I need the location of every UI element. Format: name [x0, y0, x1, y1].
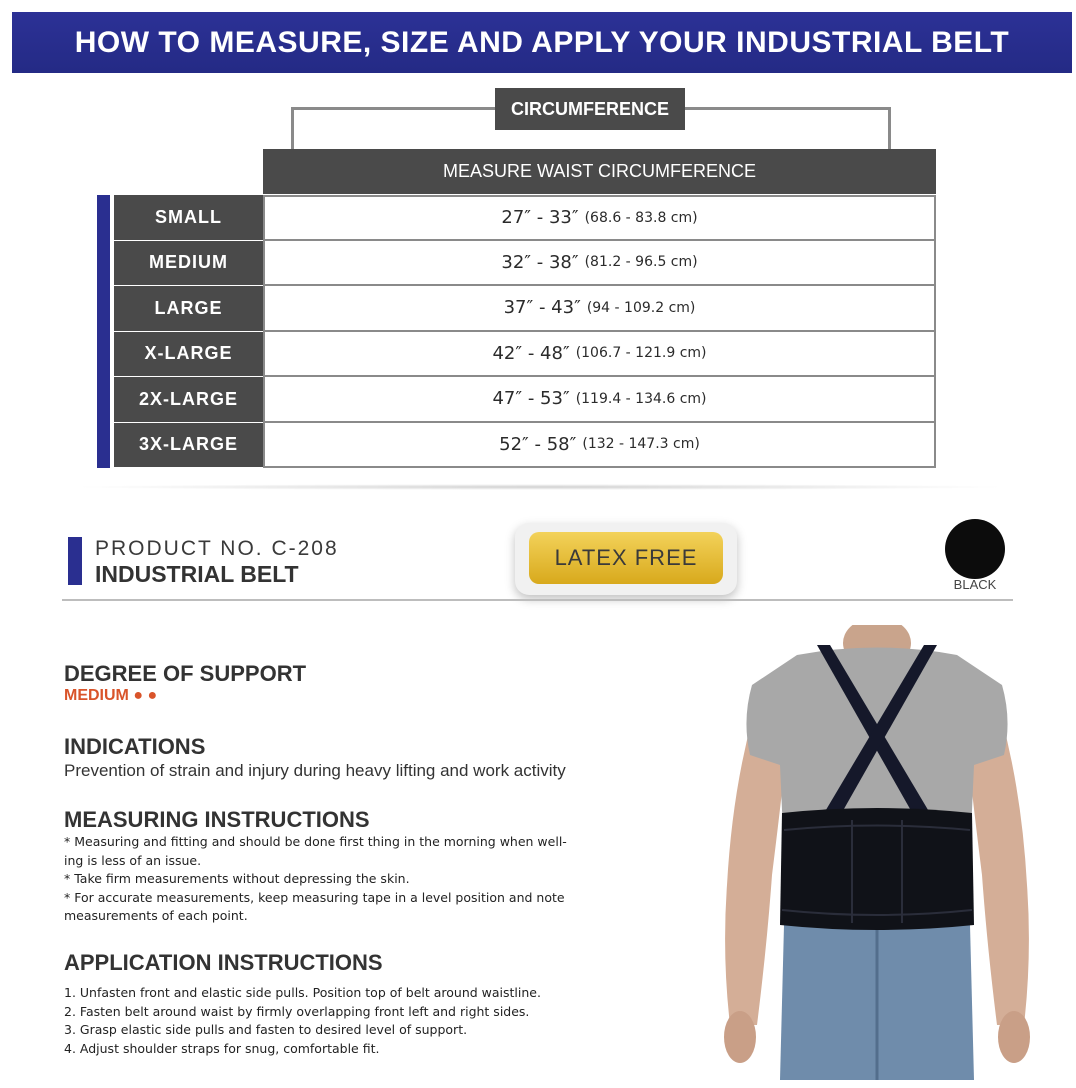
cm-range: (94 - 109.2 cm)	[586, 299, 696, 316]
size-row	[97, 423, 937, 469]
product-number: PRODUCT NO. C-208	[95, 537, 339, 560]
support-heading: DEGREE OF SUPPORT	[64, 661, 307, 686]
inches-range: 52″ - 58″	[499, 433, 577, 455]
size-name: SMALL	[114, 195, 263, 241]
list-item: * Measuring and fitting and should be done first thing in the morning when well-	[64, 834, 567, 849]
size-row	[97, 195, 937, 241]
row-marker	[97, 195, 110, 241]
inches-range: 42″ - 48″	[492, 342, 570, 364]
product-name: INDUSTRIAL BELT	[95, 561, 299, 587]
size-measurement	[263, 423, 936, 469]
table-shadow	[70, 484, 1010, 490]
size-row	[97, 377, 937, 423]
size-measurement	[263, 332, 936, 378]
measuring-heading: MEASURING INSTRUCTIONS	[64, 807, 370, 832]
size-measurement	[263, 377, 936, 423]
size-name: X-LARGE	[114, 332, 263, 378]
model-wearing-belt-image	[712, 625, 1042, 1080]
model-right-arm	[967, 720, 1029, 1025]
size-name: 2X-LARGE	[114, 377, 263, 423]
size-row	[97, 332, 937, 378]
list-item: ing is less of an issue.	[64, 852, 202, 868]
column-header: MEASURE WAIST CIRCUMFERENCE	[263, 149, 936, 194]
cm-range: (119.4 - 134.6 cm)	[575, 390, 707, 407]
list-item: 2. Fasten belt around waist by firmly overlapping front left and right sides.	[64, 1003, 530, 1019]
application-heading: APPLICATION INSTRUCTIONS	[64, 950, 383, 975]
size-name: LARGE	[114, 286, 263, 332]
list-item: * For accurate measurements, keep measuring tape in a level position and note	[64, 889, 565, 905]
cm-range: (68.6 - 83.8 cm)	[584, 209, 698, 226]
inches-range: 32″ - 38″	[501, 251, 579, 273]
page-banner: HOW TO MEASURE, SIZE AND APPLY YOUR INDUSTRIAL BELT	[12, 12, 1072, 73]
cm-range: (106.7 - 121.9 cm)	[575, 345, 707, 362]
row-marker	[97, 286, 110, 332]
list-item: 4. Adjust shoulder straps for snug, comfortable fit.	[64, 1040, 380, 1056]
color-swatch	[945, 519, 1005, 579]
inches-range: 37″ - 43″	[503, 297, 581, 319]
size-row	[97, 286, 937, 332]
indications-text: Prevention of strain and injury during heavy lifting and work activity	[64, 761, 566, 780]
indications-heading: INDICATIONS	[64, 734, 206, 759]
latex-free-label: LATEX FREE	[529, 532, 723, 584]
color-swatch-label: BLACK	[953, 577, 997, 592]
section-divider	[62, 599, 1013, 601]
row-marker	[97, 423, 110, 469]
list-item: * Take firm measurements without depressing the skin.	[64, 871, 410, 886]
circumference-label: CIRCUMFERENCE	[495, 88, 685, 130]
size-measurement	[263, 241, 936, 287]
model-left-arm	[725, 720, 787, 1025]
application-list	[64, 984, 634, 1058]
size-chart	[97, 195, 937, 468]
row-marker	[97, 377, 110, 423]
row-marker	[97, 332, 110, 378]
size-measurement	[263, 195, 936, 241]
size-name: MEDIUM	[114, 241, 263, 287]
list-item: 3. Grasp elastic side pulls and fasten to desired level of support.	[64, 1022, 468, 1037]
size-measurement	[263, 286, 936, 332]
size-name: 3X-LARGE	[114, 423, 263, 469]
latex-free-badge	[515, 523, 737, 595]
model-left-hand	[724, 1011, 756, 1063]
cm-range: (81.2 - 96.5 cm)	[584, 254, 698, 271]
product-accent-bar	[68, 537, 82, 585]
row-marker	[97, 241, 110, 287]
list-item: measurements of each point.	[64, 908, 248, 923]
measuring-list	[64, 833, 634, 926]
support-level: MEDIUM ● ●	[64, 687, 158, 704]
cm-range: (132 - 147.3 cm)	[582, 436, 700, 453]
inches-range: 27″ - 33″	[501, 207, 579, 229]
inches-range: 47″ - 53″	[492, 388, 570, 410]
list-item: 1. Unfasten front and elastic side pulls. Position top of belt around waistline.	[64, 985, 541, 1000]
model-right-hand	[998, 1011, 1030, 1063]
size-row	[97, 241, 937, 287]
